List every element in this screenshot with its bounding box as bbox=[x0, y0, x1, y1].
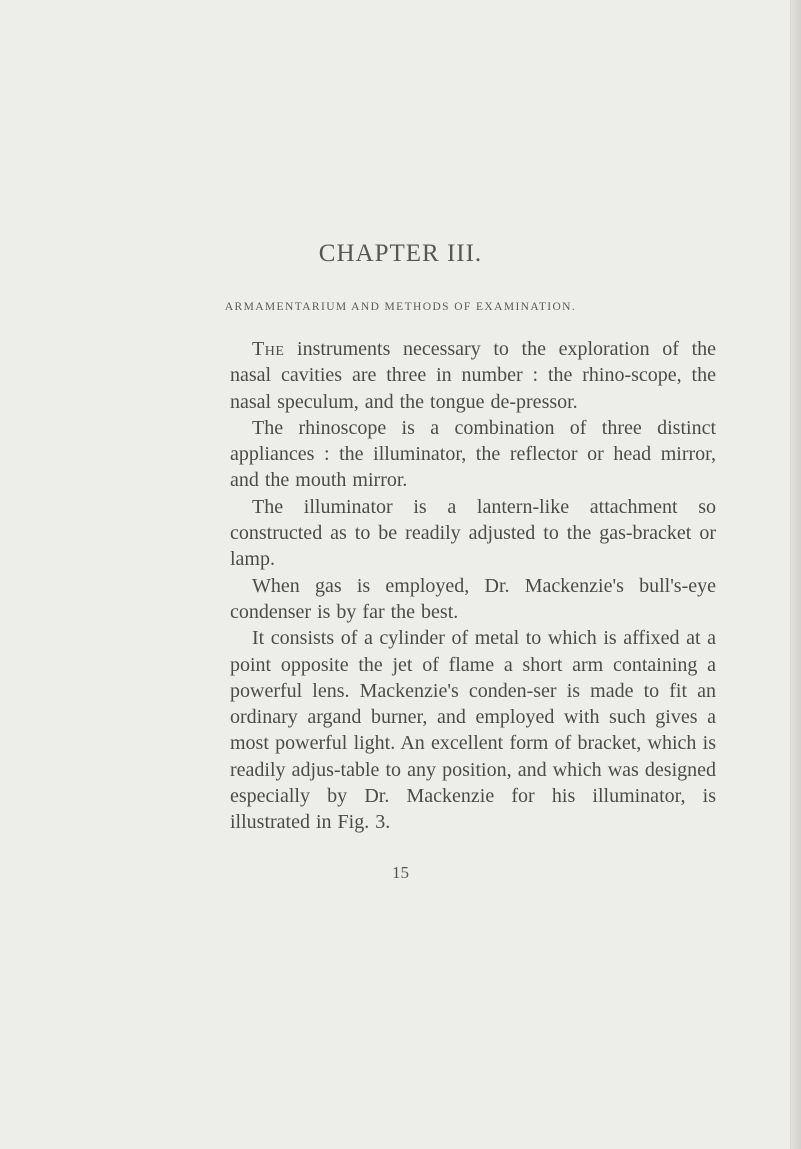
paragraph-3 bbox=[230, 494, 716, 573]
lead-word: The bbox=[252, 338, 285, 360]
paragraph-4 bbox=[230, 573, 716, 626]
paragraph-text: The rhinoscope is a combination of three distinct appliances : the illuminator, the reflector or head mirror, and the mouth mirror. bbox=[230, 416, 716, 492]
paragraph-text: The illuminator is a lantern-like attachment so constructed as to be readily adjusted to the gas-bracket or lamp. bbox=[230, 495, 716, 571]
paragraph-5 bbox=[230, 625, 716, 835]
paragraph-text: It consists of a cylinder of metal to which is affixed at a point opposite the jet of flame a short arm containing a powerful lens. Mackenzie's conden-ser is made to fit an ordinary argand burner, and employed with such gives a most powerful light. An excellent form of bracket, which is readily adjus-table to any position, and which was designed especially by Dr. Mackenzie for his illuminator, is illustrated in Fig. 3. bbox=[230, 627, 716, 834]
body-text bbox=[230, 336, 716, 836]
paragraph-2 bbox=[230, 415, 716, 494]
paragraph-text: When gas is employed, Dr. Mackenzie's bull's-eye condenser is by far the best. bbox=[230, 574, 716, 623]
paragraph-text: instruments necessary to the exploration of the nasal cavities are three in number : the rhino-scope, the nasal speculum, and the tongue de-pressor. bbox=[230, 338, 716, 413]
paragraph-1 bbox=[230, 336, 716, 415]
chapter-title: CHAPTER III. bbox=[318, 240, 483, 267]
page-number: 15 bbox=[392, 863, 409, 882]
section-title: ARMAMENTARIUM AND METHODS OF EXAMINATION. bbox=[224, 301, 577, 313]
page-edge bbox=[790, 0, 801, 1149]
